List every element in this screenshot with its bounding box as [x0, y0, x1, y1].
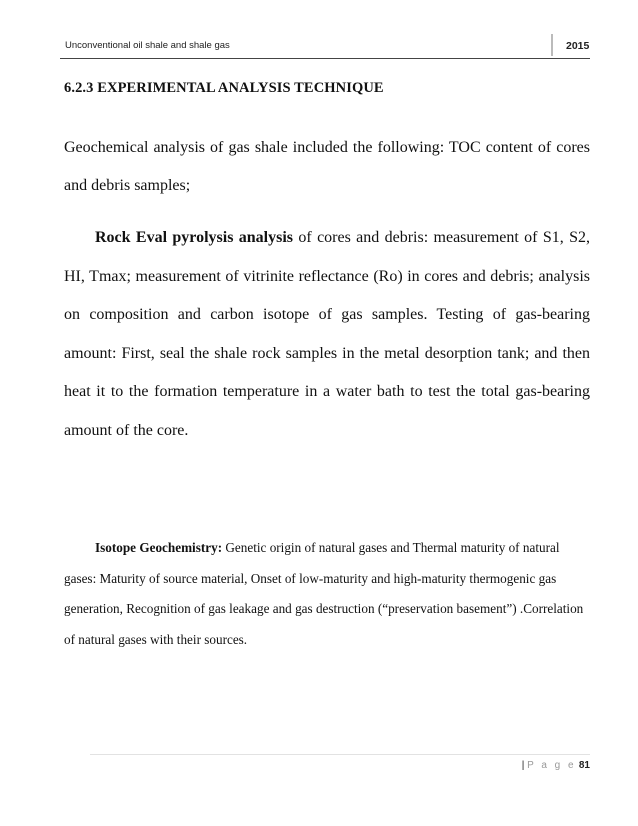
page-number: 81 [578, 760, 590, 771]
rock-eval-term: Rock Eval pyrolysis analysis [95, 229, 294, 246]
header-year: 2015 [566, 40, 590, 52]
paragraph-isotope-geochemistry [64, 533, 590, 655]
paragraph-rock-eval [64, 219, 590, 450]
page-footer [522, 760, 590, 771]
footer-separator: | [521, 760, 525, 771]
rock-eval-text: of cores and debris: measurement of S1, S2, HI, Tmax; measurement of vitrinite reflectance (Ro) in cores and debris; analysis on composition and carbon isotope of gas samples. Testing of gas-bearing amount: First, seal the shale rock samples in the metal desorption tank; and then heat it to the formation temperature in a water bath to test the total gas-bearing amount of the core. [64, 229, 591, 439]
header-divider [551, 34, 553, 56]
page-label: P a g e [527, 760, 577, 771]
header-rule [60, 58, 590, 59]
isotope-geochemistry-term: Isotope Geochemistry: [95, 540, 223, 555]
running-header-title: Unconventional oil shale and shale gas [65, 40, 230, 51]
footer-rule [90, 754, 590, 755]
paragraph-geochemical-analysis: Geochemical analysis of gas shale included the following: TOC content of cores and debris samples; [64, 139, 590, 194]
isotope-geochemistry-text: Genetic origin of natural gases and Thermal maturity of natural gases: Maturity of source material, Onset of low-maturity and high-maturity thermogenic gas generation, Recognition of gas leakage and gas destruction (“preservation basement”) .Correlation of natural gases with their sources. [64, 540, 584, 647]
section-heading: 6.2.3 EXPERIMENTAL ANALYSIS TECHNIQUE [64, 80, 384, 96]
